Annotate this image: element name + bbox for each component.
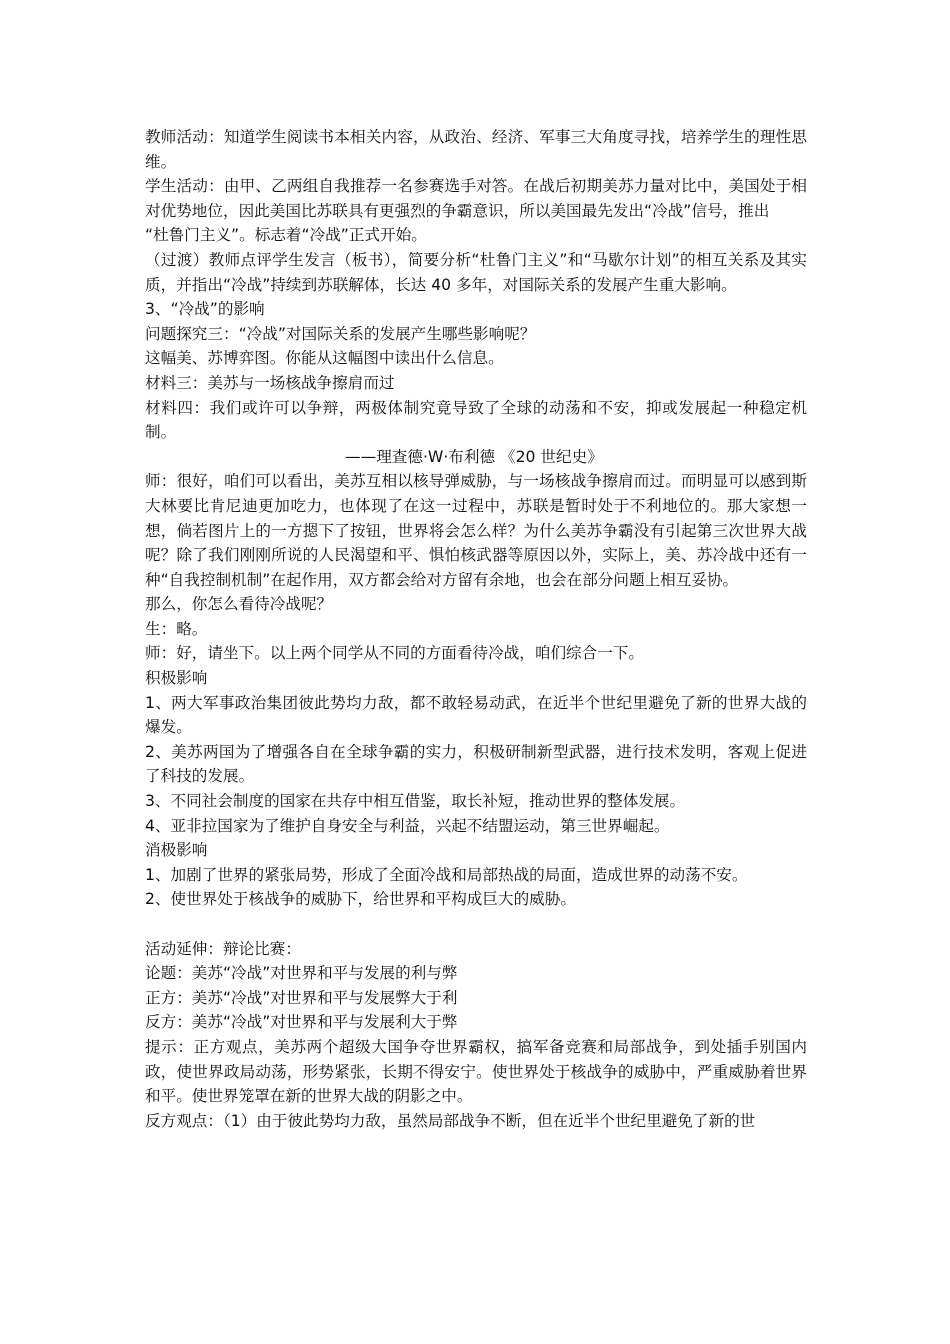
list-item-negative-2: 2、使世界处于核战争的威胁下，给世界和平构成巨大的威胁。 — [145, 890, 576, 909]
blank-line — [145, 912, 807, 937]
paragraph-affirmative: 正方：美苏“冷战”对世界和平与发展弊大于利 — [145, 988, 458, 1007]
paragraph-teacher-activity: 教师活动：知道学生阅读书本相关内容，从政治、经济、军事三大角度寻找，培养学生的理性思维。 — [145, 128, 807, 171]
heading-negative-impact: 消极影响 — [145, 841, 208, 860]
paragraph-teacher-summary: 师：好，请坐下。以上两个同学从不同的方面看待冷战，咱们综合一下。 — [145, 644, 645, 663]
list-item-negative-1: 1、加剧了世界的紧张局势，形成了全面冷战和局部热战的局面，造成世界的动荡不安。 — [145, 865, 748, 884]
heading-positive-impact: 积极影响 — [145, 669, 208, 688]
paragraph-transition: （过渡）教师点评学生发言（板书），简要分析“杜鲁门主义”和“马歇尔计划”的相互关系及其实质，并指出“冷战”持续到苏联解体，长达 40 多年，对国际关系的发展产生重大影响。 — [145, 250, 807, 294]
document-body — [145, 125, 807, 1133]
section-heading-impact: 3、“冷战”的影响 — [145, 300, 265, 319]
paragraph-truman-doctrine: “杜鲁门主义”。标志着“冷战”正式开始。 — [145, 226, 427, 245]
paragraph-question-three: 问题探究三：“冷战”对国际关系的发展产生哪些影响呢？ — [145, 324, 536, 343]
paragraph-student-answer: 生：略。 — [145, 619, 208, 638]
paragraph-negative: 反方：美苏“冷战”对世界和平与发展利大于弊 — [145, 1013, 458, 1032]
paragraph-material-three: 材料三：美苏与一场核战争擦肩而过 — [145, 373, 395, 392]
paragraph-material-four: 材料四：我们或许可以争辩，两极体制究竟导致了全球的动荡和不安，抑或发展起一种稳定机制。 — [145, 398, 807, 442]
paragraph-cartoon-prompt: 这幅美、苏博弈图。你能从这幅图中读出什么信息。 — [145, 349, 504, 368]
paragraph-teacher-analysis: 师：很好，咱们可以看出，美苏互相以核导弹威胁，与一场核战争擦肩而过。而明显可以感到斯大林要比肯尼迪更加吃力，也体现了在这一过程中，苏联是暂时处于不利地位的。那大家想一想，倘若图片上的一方摁下了按钮，世界将会怎么样？为什么美苏争霸没有引起第三次世界大战呢？除了我们刚刚所说的人民渴望和平、惧怕核武器等原因以外，实际上，美、苏冷战中还有一种“自我控制机制”在起作用，双方都会给对方留有余地，也会在部分问题上相互妥协。 — [145, 472, 807, 589]
paragraph-hint: 提示：正方观点，美苏两个超级大国争夺世界霸权，搞军备竞赛和局部战争，到处插手别国内政，使世界政局动荡，形势紧张，长期不得安宁。使世界处于核战争的威胁中，严重威胁着世界和平。使世界笼罩在新的世界大战的阴影之中。 — [145, 1037, 807, 1106]
list-item-positive-3: 3、不同社会制度的国家在共存中相互借鉴，取长补短，推动世界的整体发展。 — [145, 792, 686, 811]
paragraph-negative-view: 反方观点：（1）由于彼此势均力敌，虽然局部战争不断，但在近半个世纪里避免了新的世 — [145, 1111, 756, 1130]
paragraph-question: 那么，你怎么看待冷战呢？ — [145, 595, 333, 614]
paragraph-debate-topic: 论题：美苏“冷战”对世界和平与发展的利与弊 — [145, 964, 458, 983]
citation-source: ——理查德·W·布利德 《20 世纪史》 — [345, 447, 603, 466]
paragraph-student-activity: 学生活动：由甲、乙两组自我推荐一名参赛选手对答。在战后初期美苏力量对比中，美国处于相对优势地位，因此美国比苏联具有更强烈的争霸意识，所以美国最先发出“冷战”信号，推出 — [145, 177, 807, 220]
paragraph-extension-activity: 活动延伸：辩论比赛： — [145, 939, 301, 958]
list-item-positive-2: 2、美苏两国为了增强各自在全球争霸的实力，积极研制新型武器，进行技术发明，客观上促进了科技的发展。 — [145, 742, 807, 786]
list-item-positive-1: 1、两大军事政治集团彼此势均力敌，都不敢轻易动武，在近半个世纪里避免了新的世界大战的爆发。 — [145, 693, 807, 737]
list-item-positive-4: 4、亚非拉国家为了维护自身安全与利益，兴起不结盟运动，第三世界崛起。 — [145, 816, 670, 835]
